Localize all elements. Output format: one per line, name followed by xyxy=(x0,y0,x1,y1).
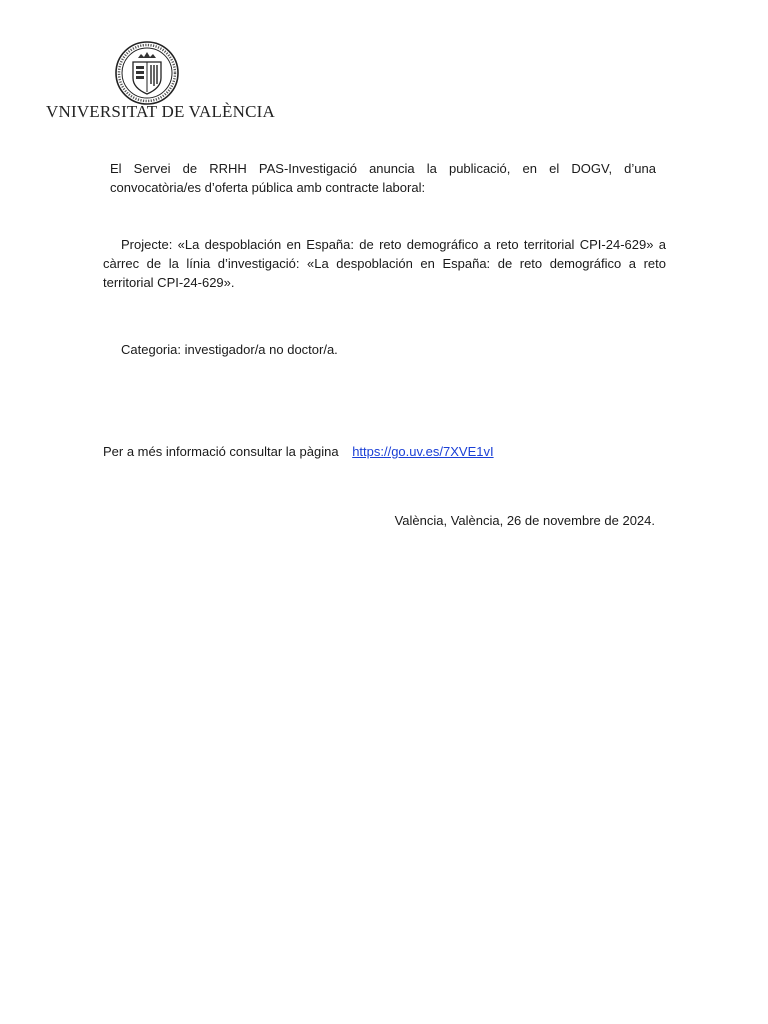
intro-paragraph: El Servei de RRHH PAS-Investigació anuncia la publicació, en el DOGV, d’una convocatòria/es d’oferta pública amb contracte laboral: xyxy=(110,161,656,195)
university-wordmark: VNIVERSITAT DE VALÈNCIA xyxy=(46,102,275,121)
category-paragraph: Categoria: investigador/a no doctor/a. xyxy=(121,342,338,357)
university-seal-icon xyxy=(114,40,180,106)
more-info-line xyxy=(103,442,623,461)
university-logo xyxy=(46,40,275,122)
more-info-label: Per a més informació consultar la pàgina xyxy=(103,444,339,459)
more-info-link[interactable]: https://go.uv.es/7XVE1vI xyxy=(352,444,494,459)
project-paragraph: Projecte: «La despoblación en España: de reto demográfico a reto territorial CPI-24-629» a càrrec de la línia d’investigació: «La despoblación en España: de reto demográfico a reto territorial CPI-24-629». xyxy=(103,237,666,290)
signature-line: València, València, 26 de novembre de 2024. xyxy=(394,513,655,528)
